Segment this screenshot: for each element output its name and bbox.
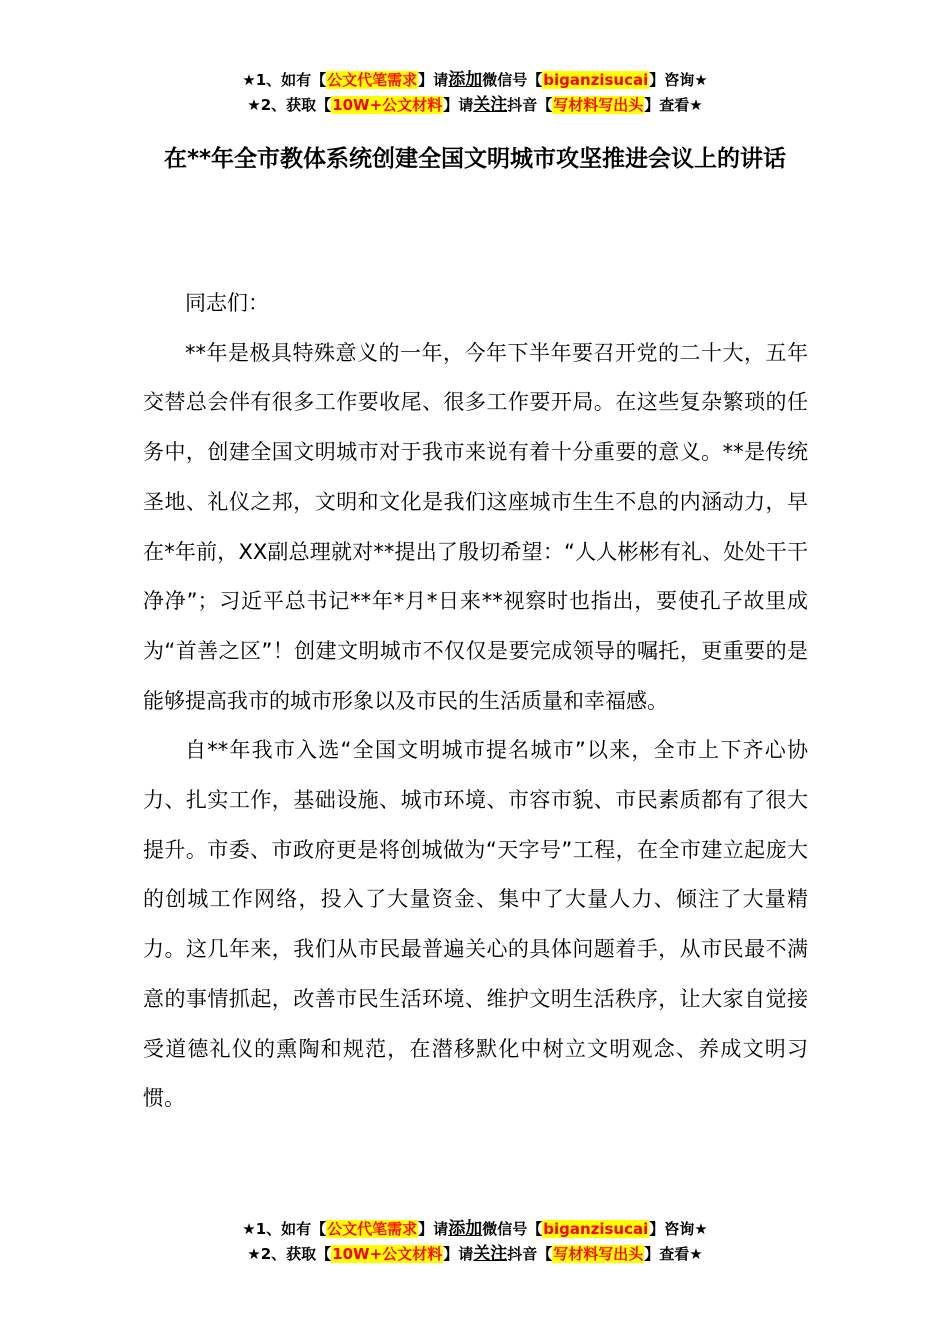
banner-text: 】请: [418, 1220, 449, 1238]
banner-text: ★1、如有【: [242, 71, 327, 89]
banner-text: 】咨询★: [649, 1220, 708, 1238]
banner-text: ★2、获取【: [247, 1245, 332, 1263]
banner-line-1: [0, 68, 950, 93]
banner-emphasis: 关注: [473, 1244, 508, 1264]
banner-line-1: [0, 1217, 950, 1242]
banner-text: 微信号【: [482, 1220, 543, 1238]
banner-emphasis: 添加: [448, 70, 483, 90]
banner-line-2: [0, 93, 950, 118]
footer-banner: [0, 1217, 950, 1267]
banner-text: 】请: [443, 1245, 474, 1263]
banner-highlight: biganzisucai: [543, 1220, 649, 1238]
banner-line-2: [0, 1242, 950, 1267]
header-banner: [0, 68, 950, 118]
banner-highlight: 写材料写出头: [553, 1245, 644, 1263]
banner-highlight: 写材料写出头: [553, 96, 644, 114]
banner-highlight: 10W+公文材料: [332, 1245, 443, 1263]
banner-text: 】查看★: [644, 96, 703, 114]
banner-highlight: 公文代笔需求: [327, 71, 418, 89]
paragraph: 自**年我市入选“全国文明城市提名城市”以来，全市上下齐心协力、扎实工作，基础设施、城市环境、市容市貌、市民素质都有了很大提升。市委、市政府更是将创城做为“天字号”工程，在全市建立起庞大的创城工作网络，投入了大量资金、集中了大量人力、倾注了大量精力。这几年来，我们从市民最普遍关心的具体问题着手，从市民最不满意的事情抓起，改善市民生活环境、维护文明生活秩序，让大家自觉接受道德礼仪的熏陶和规范，在潜移默化中树立文明观念、养成文明习惯。: [143, 738, 808, 1111]
banner-text: 抖音【: [507, 96, 553, 114]
document-body: [143, 279, 808, 1124]
banner-highlight: 公文代笔需求: [327, 1220, 418, 1238]
banner-text: 微信号【: [482, 71, 543, 89]
document-title: 在**年全市教体系统创建全国文明城市攻坚推进会议上的讲话: [163, 146, 787, 172]
banner-text: 】请: [443, 96, 474, 114]
banner-text: ★1、如有【: [242, 1220, 327, 1238]
banner-text: 】查看★: [644, 1245, 703, 1263]
banner-text: 】咨询★: [649, 71, 708, 89]
banner-emphasis: 关注: [473, 95, 508, 115]
banner-text: 抖音【: [507, 1245, 553, 1263]
banner-highlight: biganzisucai: [543, 71, 649, 89]
banner-text: ★2、获取【: [247, 96, 332, 114]
salutation: 同志们：: [185, 291, 269, 315]
banner-text: 】请: [418, 71, 449, 89]
banner-highlight: 10W+公文材料: [332, 96, 443, 114]
paragraph: **年是极具特殊意义的一年，今年下半年要召开党的二十大，五年交替总会伴有很多工作要收尾、很多工作要开局。在这些复杂繁琐的任务中，创建全国文明城市对于我市来说有着十分重要的意义。**是传统圣地、礼仪之邦，文明和文化是我们这座城市生生不息的内涵动力，早在*年前，XX副总理就对**提出了殷切希望：“人人彬彬有礼、处处干干净净”；习近平总书记**年*月*日来**视察时也指出，要使孔子故里成为“首善之区”！创建文明城市不仅仅是要完成领导的嘱托，更重要的是能够提高我市的城市形象以及市民的生活质量和幸福感。: [143, 340, 808, 713]
banner-emphasis: 添加: [448, 1219, 483, 1239]
